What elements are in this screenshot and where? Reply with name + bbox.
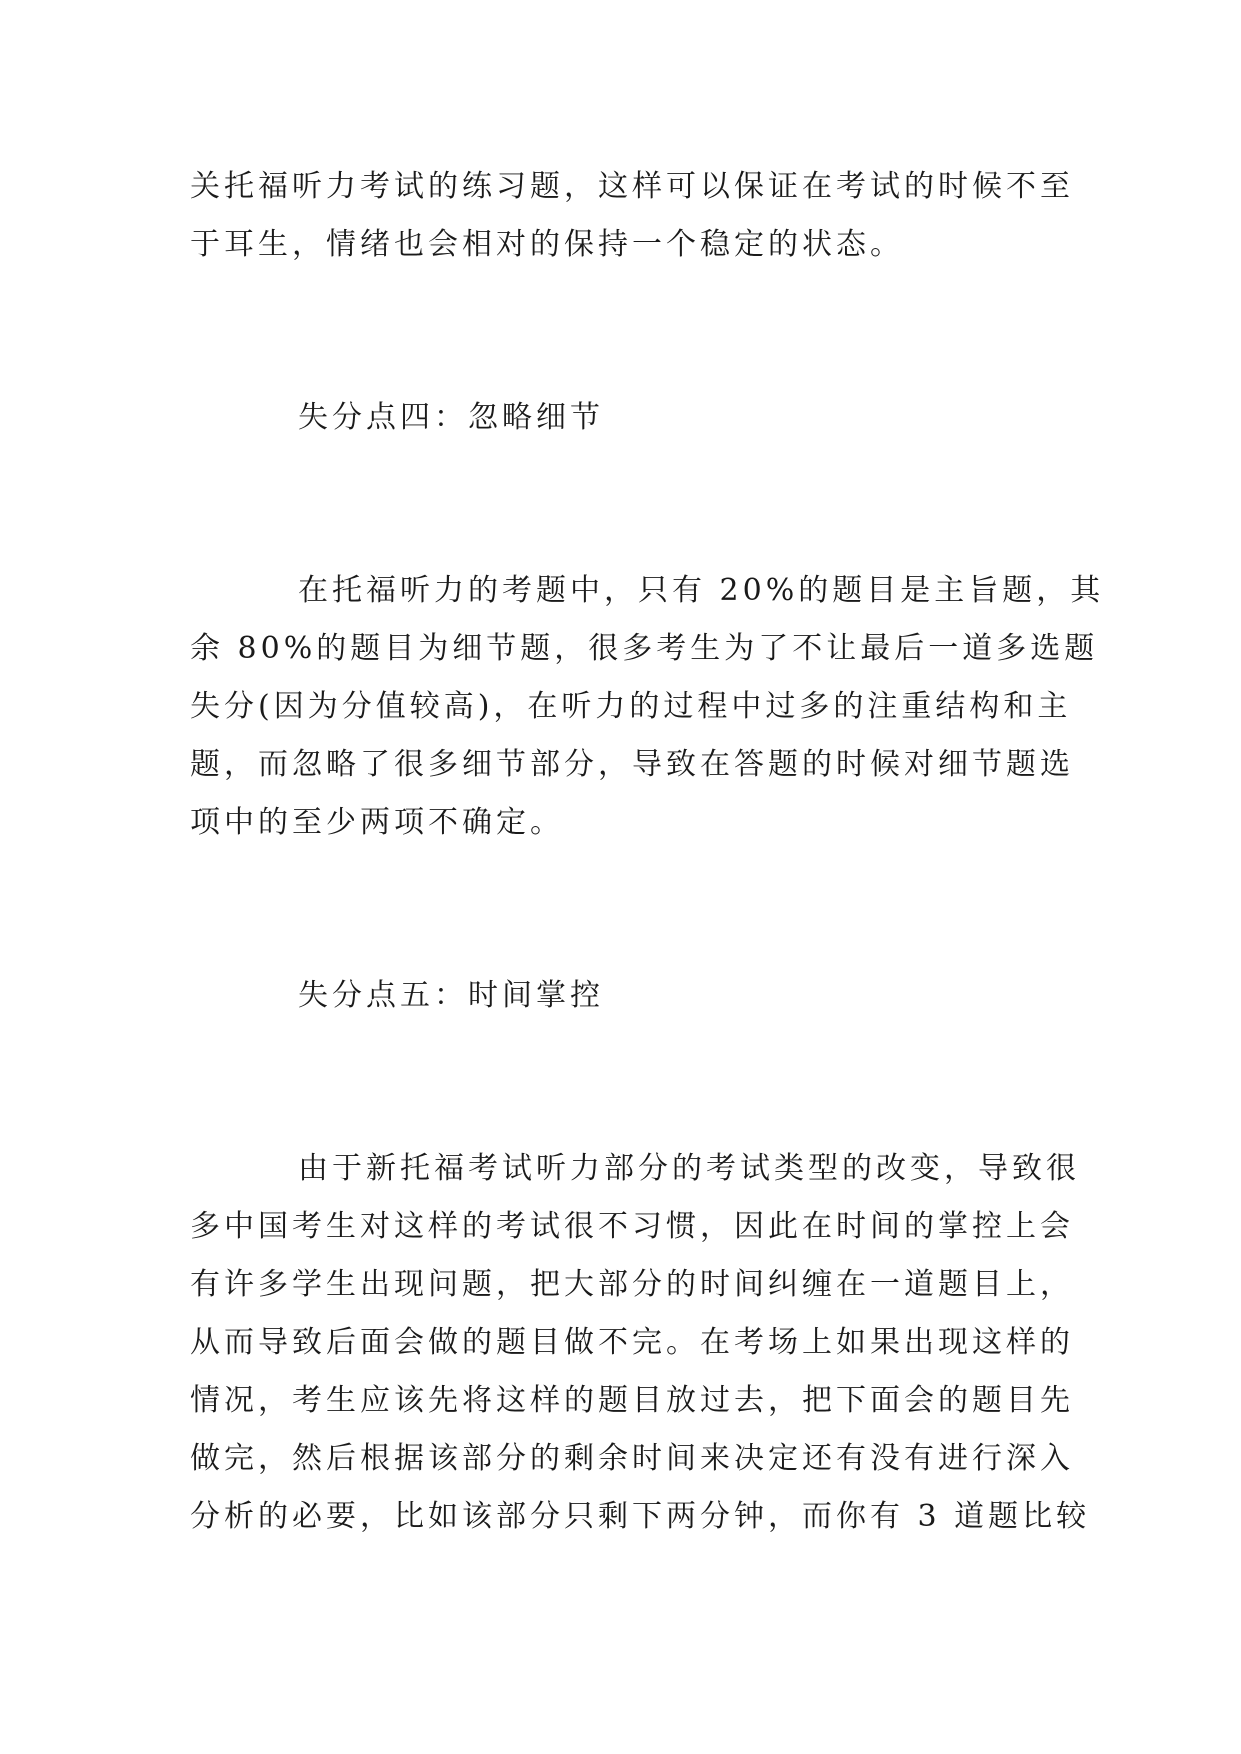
section-five-line-7: 分析的必要，比如该部分只剩下两分钟，而你有 3 道题比较 (190, 1499, 1091, 1534)
section-five-line-5: 情况，考生应该先将这样的题目放过去，把下面会的题目先 (190, 1383, 1074, 1418)
section-four-line-4: 题，而忽略了很多细节部分，导致在答题的时候对细节题选 (190, 747, 1074, 782)
section-five-line-2: 多中国考生对这样的考试很不习惯，因此在时间的掌控上会 (190, 1209, 1074, 1244)
section-four-line-5: 项中的至少两项不确定。 (190, 805, 564, 840)
intro-line-2: 于耳生，情绪也会相对的保持一个稳定的状态。 (190, 227, 904, 262)
section-four-line-1: 在托福听力的考题中，只有 20%的题目是主旨题，其 (298, 573, 1105, 608)
section-five-heading: 失分点五：时间掌控 (298, 978, 604, 1013)
section-four-line-2: 余 80%的题目为细节题，很多考生为了不让最后一道多选题 (190, 631, 1099, 666)
intro-line-1: 关托福听力考试的练习题，这样可以保证在考试的时候不至 (190, 169, 1074, 204)
section-five-line-4: 从而导致后面会做的题目做不完。在考场上如果出现这样的 (190, 1325, 1074, 1360)
section-four-heading: 失分点四：忽略细节 (298, 400, 604, 435)
section-five-line-6: 做完，然后根据该部分的剩余时间来决定还有没有进行深入 (190, 1441, 1074, 1476)
section-four-line-3: 失分(因为分值较高)，在听力的过程中过多的注重结构和主 (190, 689, 1072, 724)
section-five-line-3: 有许多学生出现问题，把大部分的时间纠缠在一道题目上， (190, 1267, 1074, 1302)
section-five-line-1: 由于新托福考试听力部分的考试类型的改变，导致很 (298, 1151, 1080, 1186)
